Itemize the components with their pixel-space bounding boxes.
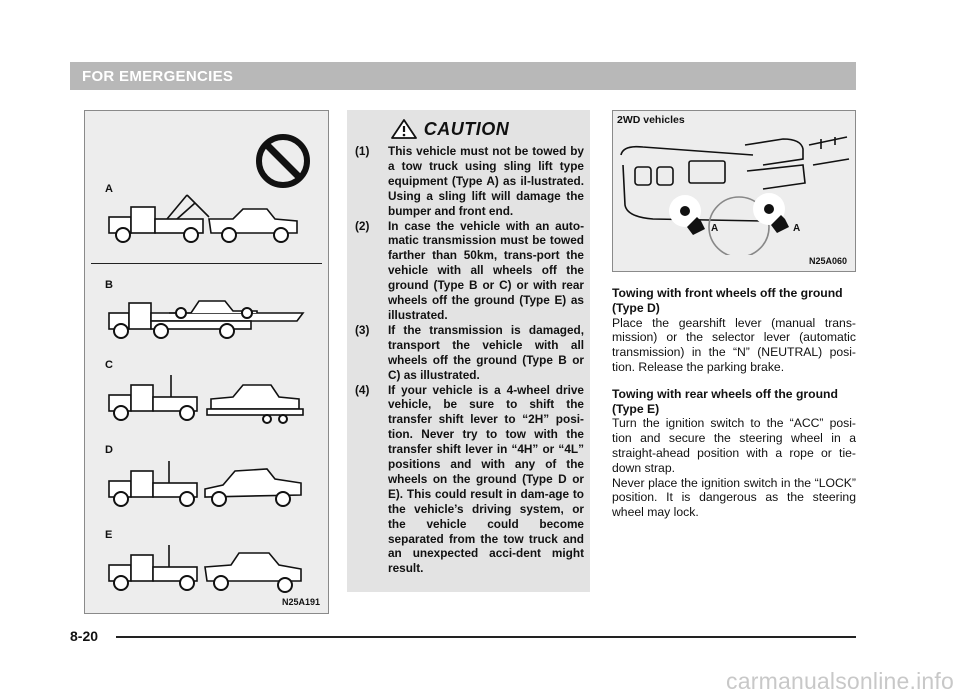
caution-title: CAUTION — [423, 118, 510, 139]
towing-hook-illustration — [612, 110, 856, 272]
figure-code: N25A060 — [808, 256, 847, 266]
type-e-label: E — [105, 529, 113, 541]
warning-triangle-icon — [390, 118, 418, 140]
caution-item-number: (2) — [355, 218, 370, 233]
section-body-type-e: Turn the ignition switch to the “ACC” posi-tion and secure the steering wheel in a straight-ahead position with a rope or tie-down strap. — [612, 416, 856, 475]
page-number: 8-20 — [70, 628, 99, 644]
front-bumper-drawing — [613, 125, 855, 255]
section-heading-type-d: Towing with front wheels off the ground (Type D) — [612, 286, 843, 315]
section-title: FOR EMERGENCIES — [82, 67, 234, 85]
section-body-type-e-warning: Never place the ignition switch in the “LOCK” position. It is dangerous as the steering wheel may lock. — [612, 475, 856, 520]
figure-caption-2wd: 2WD vehicles — [617, 114, 685, 126]
type-d-label: D — [105, 444, 113, 456]
section-header-bar — [70, 62, 856, 90]
caution-item-number: (4) — [355, 382, 370, 397]
caution-list — [355, 144, 584, 576]
caution-item — [355, 219, 584, 323]
front-wheels-off-tow-drawing — [107, 457, 307, 513]
figure-code: N25A191 — [281, 597, 320, 607]
figure-divider — [91, 263, 322, 264]
caution-item-number: (1) — [355, 144, 370, 158]
site-watermark: carmanualsonline.info — [726, 668, 954, 694]
caution-item-text: If the transmission is damaged, transport the vehicle with all wheels off the ground (Type B or C) as illustrated. — [388, 322, 584, 382]
type-b-label: B — [105, 279, 113, 291]
towing-types-illustration — [84, 110, 329, 614]
tow-truck-sling-lift-drawing — [107, 189, 307, 247]
hook-marker-left: A — [711, 223, 719, 234]
type-c-label: C — [105, 359, 113, 371]
flatbed-truck-drawing — [107, 283, 307, 343]
caution-item — [355, 144, 584, 219]
caution-header — [355, 118, 584, 140]
wheel-dolly-tow-drawing — [107, 369, 307, 427]
caution-item — [355, 323, 584, 383]
section-heading-type-e: Towing with rear wheels off the ground (Type E) — [612, 386, 838, 416]
hook-marker-right: A — [793, 223, 801, 234]
type-a-label: A — [105, 183, 113, 195]
towing-instructions — [612, 286, 856, 520]
caution-item-text: In case the vehicle with an auto-matic transmission must be towed farther than 50km, trans-port the vehicle with all wheels off the ground (Type B or C) or with rear wheels off the ground (Type E) as illustrated. — [388, 218, 584, 322]
section-body-type-d: Place the gearshift lever (manual trans-mission) or the selector lever (automatic transmission) in the “N” (NEUTRAL) posi-tion. Release the parking brake. — [612, 315, 856, 374]
prohibited-icon — [255, 133, 311, 189]
caution-item-number: (3) — [355, 322, 370, 337]
caution-item-text: This vehicle must not be towed by a tow truck using sling lift type equipment (Type A) as il-lustrated. Using a sling lift will damage the bumper and front end. — [388, 144, 584, 218]
rear-wheels-off-tow-drawing — [107, 541, 307, 597]
caution-item — [355, 383, 584, 577]
footer-rule — [116, 636, 856, 638]
caution-item-text: If your vehicle is a 4-wheel drive vehicle, be sure to shift the transfer shift lever to “2H” posi-tion. Never try to tow with the transfer shift lever in “4H” or “4L” positions and with any of the wheels on the ground (Type D or E). This could result in dam-age to the vehicle’s driving system, or the vehicle could become separated from the tow truck and an unexpected acci-dent might result. — [388, 382, 584, 576]
caution-box — [347, 110, 590, 592]
